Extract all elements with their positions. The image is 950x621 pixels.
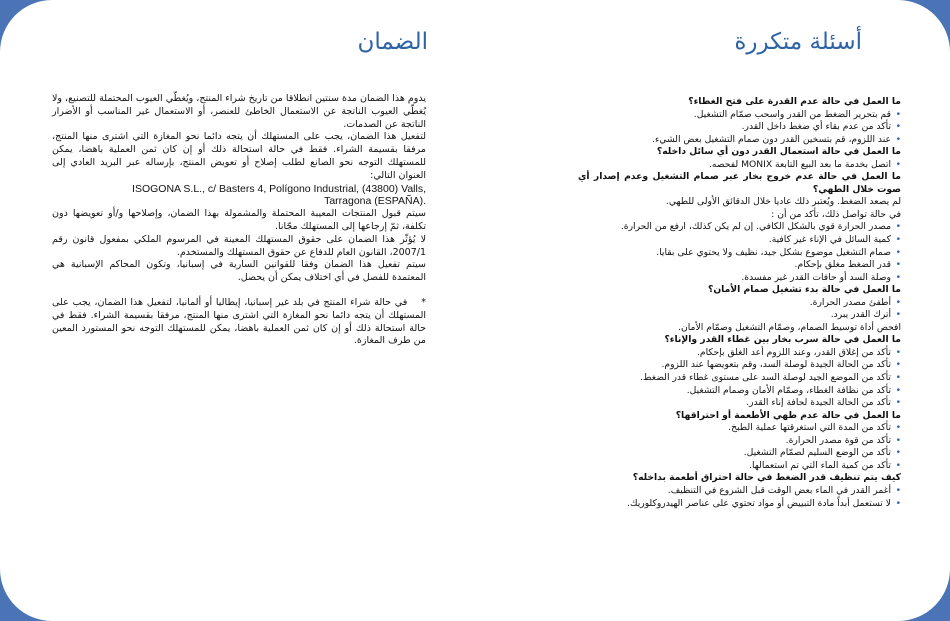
faq-answer-item: • تأكد من عدم بقاء أي ضغط داخل القدر. bbox=[578, 121, 901, 134]
faq-answer-item: • تأكد من المدة التي استغرقتها عملية الطبخ. bbox=[578, 422, 901, 435]
warranty-paragraph: لتفعيل هذا الضمان، يجب على المستهلك أن يتجه دائما نحو المغازة التي اشترى منها المنتج، مرفقا بقسيمة الشراء. فقط في حالة استحالة ذلك أو إن كان ثمن العملية باهضا، يمكن للمستهلك التوجه نحو الصانع لطلب إصلاح أو تعويض المنتج، بإرساله عبر البريد العادي إلى العنوان التالي: bbox=[52, 131, 426, 181]
faq-answer-item: • اتصل بخدمة ما بعد البيع التابعة MONIX لفحصه. bbox=[578, 159, 901, 172]
faq-answer-item: • قم بتحرير الضغط من القدر واسحب صمّام التشغيل. bbox=[578, 109, 901, 122]
faq-answer-list bbox=[578, 159, 901, 172]
faq-question: ما العمل في حالة استعمال القدر دون أي سائل داخله؟ bbox=[656, 146, 901, 158]
faq-answer-item: • تأكد من إغلاق القدر، وعند اللزوم أعد الغلق بإحكام. bbox=[578, 347, 901, 360]
faq-answer-item: • قدر الضغط مغلق بإحكام. bbox=[578, 259, 901, 272]
faq-answer-item: • تأكد من الحالة الجيدة لحافة إناء القدر. bbox=[578, 397, 901, 410]
faq-title: أسئلة متكررة bbox=[734, 29, 862, 55]
manufacturer-address: ISOGONA S.L., c/ Basters 4, Polígono Industrial, (43800) Valls, bbox=[132, 182, 426, 195]
note-asterisk: * bbox=[421, 296, 426, 308]
faq-answer-item: لم يصعد الضغط. ويُعتبر ذلك عاديا خلال الدقائق الأولى للطهي. bbox=[665, 196, 901, 208]
faq-section bbox=[578, 96, 901, 510]
faq-answer-list bbox=[578, 109, 901, 147]
warranty-paragraph: سيتم قبول المنتجات المعيبة المحتملة والمشمولة بهذا الضمان، وإصلاحها و/أو تعويضها دون تكلفة، ثمّ إرجاعها إلى المستهلك مجّانا. bbox=[52, 208, 426, 232]
faq-answer-item: • أغمر القدر في الماء بعض الوقت قبل الشروع في التنظيف. bbox=[578, 485, 901, 498]
warranty-paragraph: لا يُؤثّر هذا الضمان على حقوق المستهلك المعينة في المرسوم الملكي بمفعول قانون رقم 2007/1، القانون العام للدفاع عن حقوق المستهلك والمستخدم. bbox=[52, 233, 426, 258]
note-text: في حالة شراء المنتج في بلد غير إسبانيا، إيطاليا أو ألمانيا، لتفعيل هذا الضمان، يجب على المستهلك أن يتجه دائما نحو المغازة التي اشترى منها المنتج، مرفقا بقسيمة الشراء. فقط في حالة استحالة ذلك أو إن كان ثمن العملية باهضا، يمكن للمستهلك التوجه نحو المستورد المعين من طرف المغازة. bbox=[52, 296, 426, 347]
faq-question: كيف يتم تنظيف قدر الضغط في حالة احتراق أطعمة بداخله؟ bbox=[632, 472, 901, 484]
faq-answer-item: • تأكد من قوة مصدر الحرارة. bbox=[578, 435, 901, 448]
faq-answer-item: • كمية السائل في الإناء غير كافية. bbox=[578, 234, 901, 247]
warranty-paragraph: سيتم تفعيل هذا الضمان وفقا للقوانين السارية في إسبانيا، وتكون المحاكم الإسبانية هي المعتمدة للفصل في أي اختلاف يمكن أن يحصل. bbox=[52, 259, 426, 284]
warranty-section bbox=[52, 93, 426, 348]
faq-question: ما العمل في حالة سرب بخار بين غطاء القدر والإناء؟ bbox=[664, 334, 901, 346]
faq-answer-item: • تأكد من الموضع الجيد لوصلة السد على مستوى غطاء قدر الضغط. bbox=[578, 372, 901, 385]
faq-answer-item: افحص أداة توسيط الصمام، وصمّام التشغيل وصمّام الأمان. bbox=[678, 321, 901, 333]
faq-question: ما العمل في حالة عدم القدرة على فتح الغطاء؟ bbox=[688, 96, 901, 107]
faq-answer-list bbox=[578, 422, 901, 472]
faq-answer-list bbox=[578, 347, 901, 410]
faq-answer-item: • مصدر الحرارة قوي بالشكل الكافي. إن لم يكن كذلك، ارفع من الحرارة. bbox=[578, 221, 901, 234]
faq-answer-item: • أطفئ مصدر الحرارة. bbox=[578, 297, 901, 310]
warranty-note bbox=[52, 297, 426, 348]
faq-answer-item: • تأكد من نظافة الغطاء، وصمّام الأمان وصمام التشغيل. bbox=[578, 385, 901, 398]
faq-answer-list bbox=[578, 485, 901, 510]
faq-answer-item: • تأكد من كمية الماء التي تم استعمالها. bbox=[578, 460, 901, 473]
faq-answer-item: • تأكد من الوضع السليم لصمّام التشغيل. bbox=[578, 447, 901, 460]
faq-answer-item: • وصلة السد أو حافات القدر غير مفسدة. bbox=[578, 272, 901, 285]
faq-answer-item: • عند اللزوم، قم بتسخين القدر دون صمام التشغيل بعض الشيء. bbox=[578, 134, 901, 147]
faq-answer-list bbox=[578, 196, 901, 284]
faq-answer-item: • أترك القدر يبرد. bbox=[578, 309, 901, 322]
faq-answer-list bbox=[578, 297, 901, 335]
warranty-title: الضمان bbox=[357, 29, 428, 55]
warranty-paragraph: يدوم هذا الضمان مدة سنتين انطلاقا من تاريخ شراء المنتج، ويُغطّي العيوب المحتملة للتصنيع، ولا يُغطّي العيوب الناتجة عن الاستعمال الخاطئ للعنصر، أو الاستعمال غير المناسب أو الأضرار الناتجة عن الصدمات. bbox=[52, 93, 426, 130]
faq-question: ما العمل في حالة عدم خروج بخار عبر صمام التشغيل وعدم إصدار أي صوت خلال الطهي؟ bbox=[578, 171, 901, 195]
faq-question: ما العمل في حالة بدء تشغيل صمام الأمان؟ bbox=[708, 284, 901, 296]
manufacturer-address: Tarragona (ESPAÑA). bbox=[324, 195, 426, 208]
faq-answer-item: في حالة تواصل ذلك، تأكد من أن : bbox=[771, 208, 901, 220]
faq-answer-item: • لا تستعمل أبداً مادة التبييض أو مواد تحتوي على عناصر الهيدروكلوريك. bbox=[578, 498, 901, 511]
faq-answer-item: • صمام التشغيل موضوع بشكل جيد، نظيف ولا يحتوي على بقايا. bbox=[578, 247, 901, 260]
faq-question: ما العمل في حالة عدم طهي الأطعمة أو احتراقها؟ bbox=[675, 409, 901, 421]
faq-answer-item: • تأكد من الحالة الجيدة لوصلة السد، وقم بتعويضها عند اللزوم. bbox=[578, 359, 901, 372]
